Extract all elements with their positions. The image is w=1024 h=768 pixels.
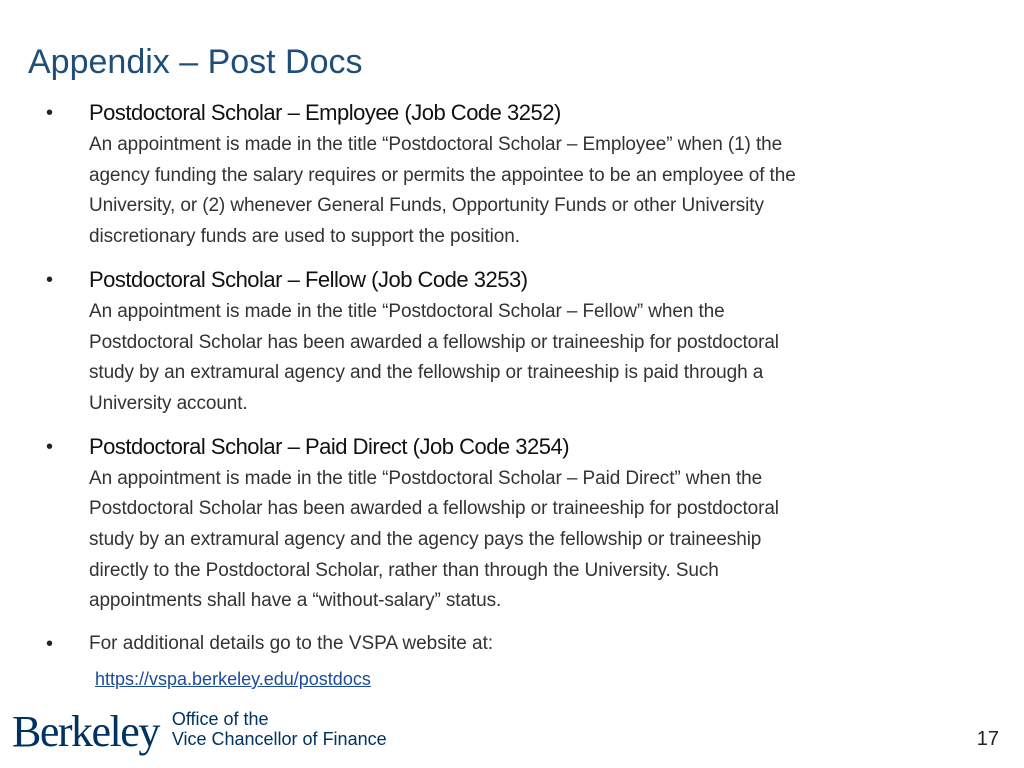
- bullet-list: [0, 96, 1024, 671]
- office-line-1: Office of the: [171, 709, 269, 729]
- bullet-text: For additional details go to the VSPA website at:: [89, 633, 494, 655]
- berkeley-logo: Berkeley: [12, 707, 159, 756]
- bullet-item-employee: [0, 96, 1024, 253]
- bullet-description: An appointment is made in the title “Postdoctoral Scholar – Fellow” when the Postdoctoral Scholar has been awarded a fellowship or traineeship for postdoctoral study by an extramural agency and the fellowship or traineeship is paid through a University account.: [89, 300, 779, 414]
- bullet-item-fellow: [0, 263, 1024, 420]
- bullet-heading: Postdoctoral Scholar – Employee (Job Code 3252): [89, 100, 561, 125]
- bullet-icon: •: [46, 633, 54, 656]
- bullet-heading: Postdoctoral Scholar – Fellow (Job Code 3253): [89, 266, 528, 292]
- bullet-item-details: [0, 627, 1024, 661]
- footer-logo: [12, 705, 387, 761]
- bullet-description: An appointment is made in the title “Postdoctoral Scholar – Paid Direct” when the Postdoctoral Scholar has been awarded a fellowship or traineeship for postdoctoral study by an extramural agency and the agency pays the fellowship or traineeship directly to the Postdoctoral Scholar, rather than through the University. Such appointments shall have a “without-salary” status.: [89, 467, 779, 612]
- page-number: 17: [976, 728, 999, 750]
- bullet-icon: •: [46, 268, 54, 291]
- bullet-icon: •: [46, 435, 54, 458]
- bullet-item-paid-direct: [0, 430, 1024, 618]
- vspa-website-link[interactable]: https://vspa.berkeley.edu/postdocs: [95, 669, 371, 689]
- bullet-icon: •: [46, 102, 54, 124]
- bullet-description: An appointment is made in the title “Postdoctoral Scholar – Employee” when (1) the agency funding the salary requires or permits the appointee to be an employee of the University, or (2) whenever General Funds, Opportunity Funds or other University discretionary funds are used to support the position.: [89, 134, 796, 248]
- bullet-heading: Postdoctoral Scholar – Paid Direct (Job Code 3254): [89, 433, 570, 459]
- office-name: [172, 709, 387, 749]
- office-line-2: Vice Chancellor of Finance: [171, 729, 387, 749]
- slide-title: Appendix – Post Docs: [28, 43, 363, 81]
